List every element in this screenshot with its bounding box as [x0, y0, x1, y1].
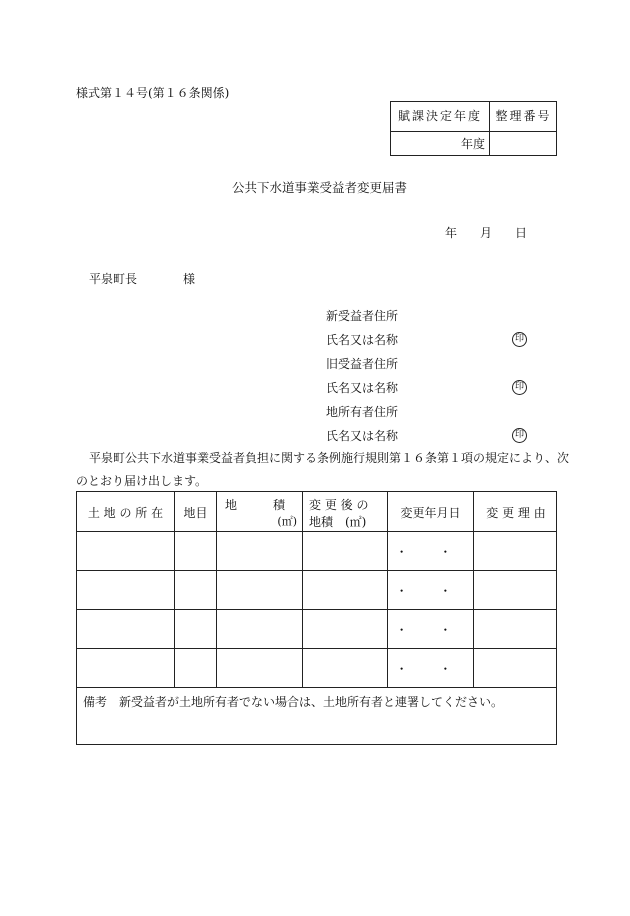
addressee-honorific: 様: [183, 272, 196, 286]
row-2-date-separators: ・ ・: [395, 584, 466, 598]
year-unit-label: 年度: [460, 137, 485, 151]
reference-number-label: 整理番号: [495, 109, 552, 123]
header-land-location: 土 地 の 所 在: [87, 506, 164, 520]
land-change-table: [76, 491, 557, 745]
header-area: 地 積: [225, 498, 286, 512]
date-year-label: 年: [445, 226, 458, 240]
date-month-label: 月: [480, 226, 493, 240]
old-beneficiary-name-label: 氏名又は名称: [326, 381, 399, 395]
header-changed-area-bottom: 地積 (㎡): [309, 515, 367, 529]
new-beneficiary-name-label: 氏名又は名称: [326, 333, 399, 347]
date-day-label: 日: [515, 226, 528, 240]
header-land-category: 地目: [183, 506, 208, 520]
row-1-date-separators: ・ ・: [395, 545, 466, 559]
form-title: 公共下水道事業受益者変更届書: [232, 180, 408, 195]
body-text-line-1: 平泉町公共下水道事業受益者負担に関する条例施行規則第１６条第１項の規定により、次: [89, 451, 570, 465]
tax-decision-year-label: 賦課決定年度: [397, 109, 482, 123]
tax-year-box: [390, 101, 557, 156]
body-text-line-2: のとおり届け出します。: [76, 474, 208, 488]
row-3-date-separators: ・ ・: [395, 623, 466, 637]
land-owner-name-label: 氏名又は名称: [326, 429, 399, 443]
land-owner-seal-icon: 印: [512, 428, 527, 443]
old-beneficiary-address-label: 旧受益者住所: [326, 357, 399, 371]
header-change-date: 変更年月日: [400, 506, 461, 520]
new-beneficiary-seal-icon: 印: [512, 332, 527, 347]
row-4-date-separators: ・ ・: [395, 662, 466, 676]
new-beneficiary-address-label: 新受益者住所: [326, 309, 399, 323]
header-changed-area-top: 変 更 後 の: [309, 498, 369, 512]
land-owner-address-label: 地所有者住所: [326, 405, 399, 419]
old-beneficiary-seal-icon: 印: [512, 380, 527, 395]
header-area-unit: (㎡): [277, 515, 297, 528]
remarks-note: 備考 新受益者が土地所有者でない場合は、土地所有者と連署してください。: [83, 695, 504, 709]
form-number: 様式第１４号(第１６条関係): [76, 86, 230, 100]
header-change-reason: 変 更 理 由: [486, 506, 546, 520]
addressee-name: 平泉町長: [89, 272, 138, 286]
